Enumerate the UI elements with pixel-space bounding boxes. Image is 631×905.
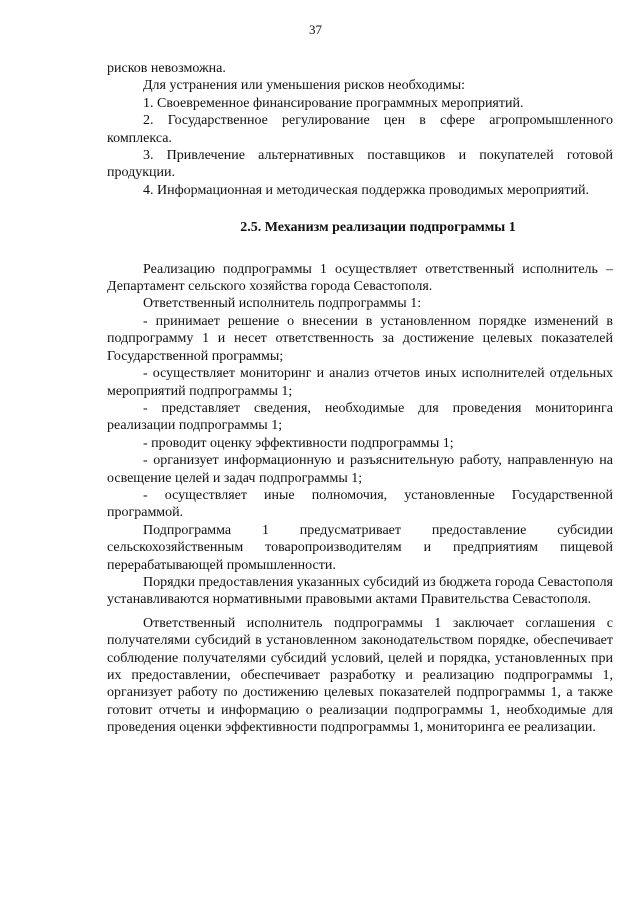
paragraph: Порядки предоставления указанных субсидий из бюджета города Севастополя устанавливаются нормативными правовыми актами Правительства Севастополя. [107, 574, 613, 608]
paragraph: Для устранения или уменьшения рисков необходимы: [143, 78, 466, 94]
list-item: - представляет сведения, необходимые для проведения мониторинга реализации подпрограммы 1; [107, 400, 613, 434]
paragraph: Ответственный исполнитель подпрограммы 1: [143, 296, 422, 312]
list-item: 4. Информационная и методическая поддержка проводимых мероприятий. [143, 182, 589, 198]
list-item: - принимает решение о внесении в установленном порядке изменений в подпрограмму 1 и несет ответственность за достижение целевых показателей Государственной программы; [107, 313, 613, 364]
list-item: - организует информационную и разъяснительную работу, направленную на освещение целей и задач подпрограммы 1; [107, 453, 613, 486]
paragraph: Реализацию подпрограммы 1 осуществляет ответственный исполнитель – Департамент сельского хозяйства города Севастополя. [107, 261, 613, 295]
list-item: - проводит оценку эффективности подпрограммы 1; [143, 435, 454, 451]
paragraph: Ответственный исполнитель подпрограммы 1 заключает соглашения с получателями субсидий в установленном законодательством порядке, обеспечивает соблюдение получателями субсидий условий, целей и порядка, установленных при их предоставлении, обеспечивает разработку и реализацию подпрограммы 1, организует работу по достижению целевых показателей подпрограммы 1, а также готовит отчеты и информацию о реализации подпрограммы 1, необходимые для проведения оценки эффективности подпрограммы 1, мониторинга ее реализации. [107, 615, 613, 736]
page-number: 37 [309, 22, 322, 37]
list-item: 2. Государственное регулирование цен в сфере агропромышленного комплекса. [107, 113, 613, 146]
list-item: - осуществляет мониторинг и анализ отчетов иных исполнителей отдельных мероприятий подпрограммы 1; [107, 366, 613, 399]
paragraph: рисков невозможна. [107, 61, 226, 76]
list-item: - осуществляет иные полномочия, установленные Государственной программой. [107, 487, 613, 521]
document-body [107, 60, 613, 737]
section-heading: 2.5. Механизм реализации подпрограммы 1 [240, 220, 516, 236]
paragraph: Подпрограмма 1 предусматривает предоставление субсидии сельскохозяйственным товаропроизводителям и предприятиям пищевой перерабатывающей промышленности. [107, 522, 613, 573]
list-item: 1. Своевременное финансирование программных мероприятий. [143, 95, 524, 111]
list-item: 3. Привлечение альтернативных поставщиков и покупателей готовой продукции. [107, 148, 613, 181]
